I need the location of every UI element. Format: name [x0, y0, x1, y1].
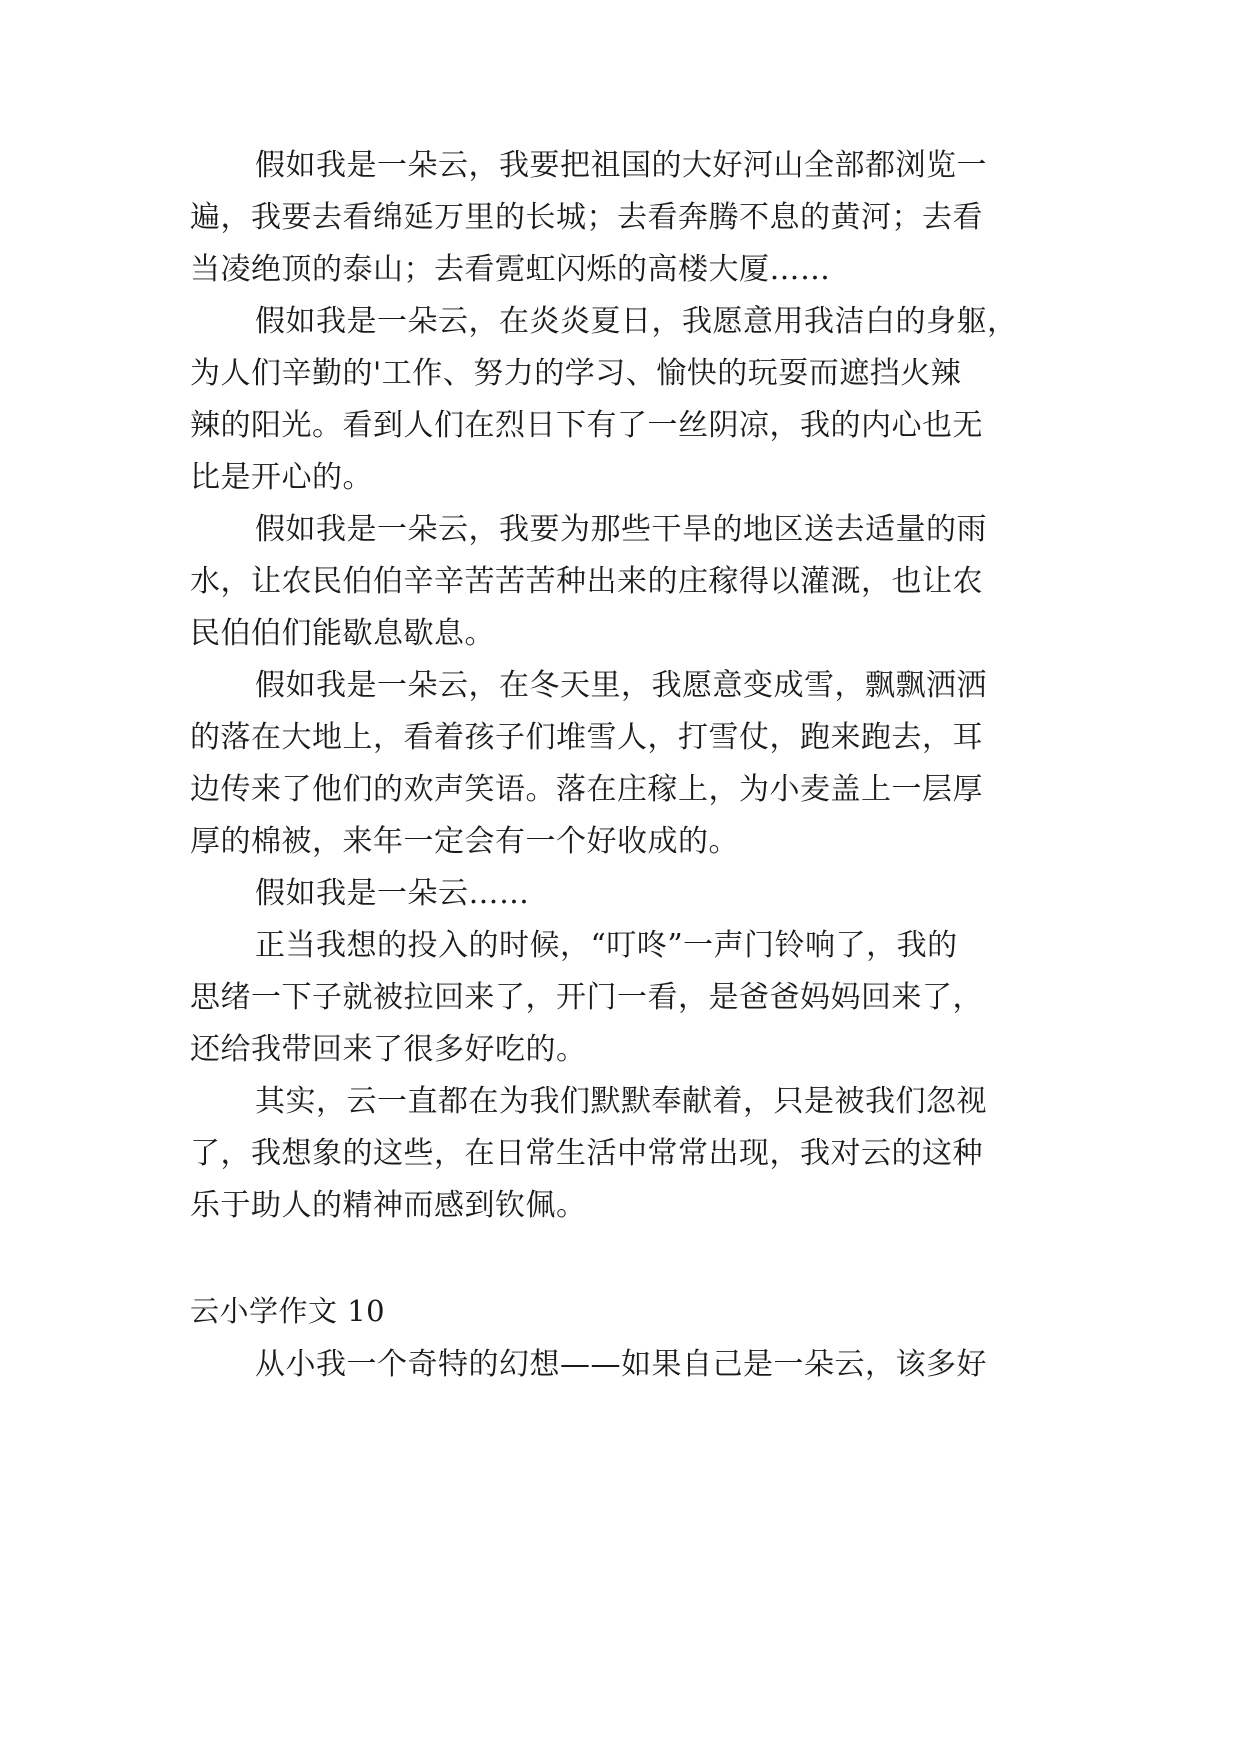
paragraph-2-line-3: 辣的阳光。看到人们在烈日下有了一丝阴凉，我的内心也无 [190, 408, 983, 443]
last-paragraph-line-1: 从小我一个奇特的幻想——如果自己是一朵云，该多好 [255, 1347, 987, 1382]
paragraph-6-line-3: 还给我带回来了很多好吃的。 [190, 1032, 587, 1067]
paragraph-2-line-4: 比是开心的。 [190, 460, 373, 495]
paragraph-3-line-1: 假如我是一朵云，我要为那些干旱的地区送去适量的雨 [255, 512, 987, 547]
paragraph-4-line-1: 假如我是一朵云，在冬天里，我愿意变成雪，飘飘洒洒 [255, 668, 987, 703]
section-title: 云小学作文 10 [190, 1294, 386, 1328]
paragraph-4-line-4: 厚的棉被，来年一定会有一个好收成的。 [190, 824, 739, 859]
paragraph-3-line-2: 水，让农民伯伯辛辛苦苦苦种出来的庄稼得以灌溉，也让农 [190, 564, 983, 599]
paragraph-2-line-1: 假如我是一朵云，在炎炎夏日，我愿意用我洁白的身躯， [255, 304, 1018, 339]
paragraph-4-line-3: 边传来了他们的欢声笑语。落在庄稼上，为小麦盖上一层厚 [190, 772, 983, 807]
paragraph-1-line-1: 假如我是一朵云，我要把祖国的大好河山全部都浏览一 [255, 148, 987, 183]
paragraph-7-line-2: 了，我想象的这些，在日常生活中常常出现，我对云的这种 [190, 1136, 983, 1171]
paragraph-1-line-2: 遍，我要去看绵延万里的长城；去看奔腾不息的黄河；去看 [190, 200, 983, 235]
paragraph-2-line-2: 为人们辛勤的'工作、努力的学习、愉快的玩耍而遮挡火辣 [190, 356, 962, 391]
paragraph-5-line-1: 假如我是一朵云…… [255, 876, 530, 911]
paragraph-1-line-3: 当凌绝顶的泰山；去看霓虹闪烁的高楼大厦…… [190, 252, 831, 287]
paragraph-6-line-1: 正当我想的投入的时候，“叮咚”一声门铃响了，我的 [255, 928, 958, 963]
paragraph-6-line-2: 思绪一下子就被拉回来了，开门一看，是爸爸妈妈回来了， [190, 980, 983, 1015]
paragraph-3-line-3: 民伯伯们能歇息歇息。 [190, 616, 495, 651]
paragraph-7-line-1: 其实，云一直都在为我们默默奉献着，只是被我们忽视 [255, 1084, 987, 1119]
paragraph-7-line-3: 乐于助人的精神而感到钦佩。 [190, 1188, 587, 1223]
paragraph-4-line-2: 的落在大地上，看着孩子们堆雪人，打雪仗，跑来跑去，耳 [190, 720, 983, 755]
